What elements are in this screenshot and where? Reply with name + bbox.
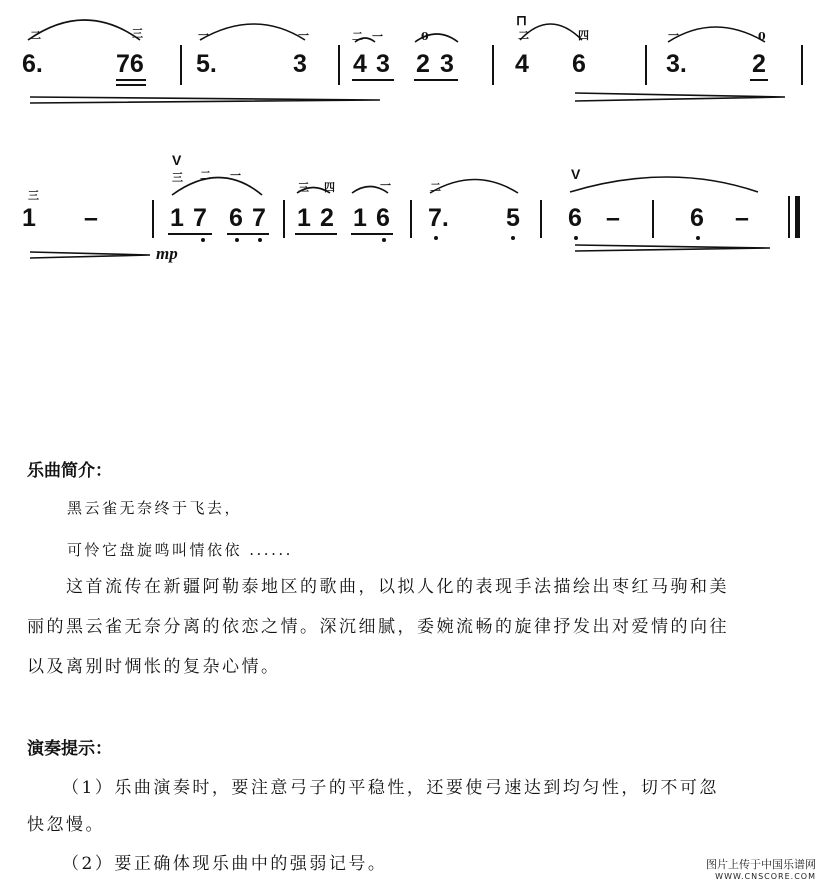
eighth-underline <box>227 233 269 235</box>
note: 7 <box>193 204 207 232</box>
intro-paragraph: 这首流传在新疆阿勒泰地区的歌曲，以拟人化的表现手法描绘出枣红马驹和美 <box>66 577 729 597</box>
fingering: 四 <box>324 181 335 194</box>
music-score <box>0 0 824 290</box>
barline <box>283 200 285 238</box>
note: 2 <box>320 204 334 232</box>
low-octave-dot <box>434 236 438 240</box>
eighth-underline <box>351 233 393 235</box>
eighth-underline <box>295 233 337 235</box>
note: – <box>735 204 749 232</box>
note: 4 <box>515 50 529 78</box>
note: 76 <box>116 50 144 78</box>
note: 6 <box>572 50 586 78</box>
watermark-line: 图片上传于中国乐谱网 <box>706 858 816 871</box>
lyric-line: 黑云雀无奈终于飞去， <box>67 499 243 517</box>
fingering: 三 <box>172 171 183 184</box>
fingering: 一 <box>298 29 309 42</box>
fingering: 四 <box>578 29 589 42</box>
note: 6 <box>376 204 390 232</box>
fingering: 一 <box>198 29 209 42</box>
note: 5 <box>506 204 520 232</box>
barline <box>180 45 182 85</box>
note: 1 <box>353 204 367 232</box>
tip-item: （2）要正确体现乐曲中的强弱记号。 <box>62 854 388 874</box>
low-octave-dot <box>201 238 205 242</box>
note: – <box>606 204 620 232</box>
eighth-underline <box>168 233 212 235</box>
note: 7. <box>428 204 449 232</box>
eighth-underline <box>352 79 394 81</box>
low-octave-dot <box>511 236 515 240</box>
fingering: 二 <box>518 29 529 42</box>
down-bow-mark: ⊓ <box>516 12 527 28</box>
note: 3 <box>376 50 390 78</box>
watermark <box>706 856 816 881</box>
barline <box>645 45 647 85</box>
intro-paragraph: 以及离别时惆怅的复杂心情。 <box>27 657 281 677</box>
lyric-line: 可怜它盘旋鸣叫情依依 ...... <box>67 541 293 559</box>
sixteenth-underline <box>116 84 146 86</box>
eighth-underline <box>116 79 146 81</box>
eighth-underline <box>414 79 458 81</box>
barline <box>492 45 494 85</box>
fingering: 三 <box>132 27 143 40</box>
note: 1 <box>22 204 36 232</box>
slur-marks <box>0 0 824 290</box>
tip-item: （1）乐曲演奏时，要注意弓子的平稳性，还要使弓速达到均匀性，切不可忽 <box>62 778 719 798</box>
barline <box>152 200 154 238</box>
intro-paragraph: 丽的黑云雀无奈分离的依恋之情。深沉细腻，委婉流畅的旋律抒发出对爱情的向往 <box>27 617 729 637</box>
fingering: 一 <box>230 169 241 182</box>
fingering: 二 <box>430 181 441 194</box>
barline <box>801 45 803 85</box>
low-octave-dot <box>696 236 700 240</box>
note: 1 <box>297 204 311 232</box>
fingering: 二 <box>200 169 211 182</box>
fingering: 一 <box>380 179 391 192</box>
note: 5. <box>196 50 217 78</box>
fingering: 一 <box>668 29 679 42</box>
note: 6 <box>568 204 582 232</box>
barline <box>540 200 542 238</box>
note: 7 <box>252 204 266 232</box>
note: 3. <box>666 50 687 78</box>
note: 6 <box>690 204 704 232</box>
up-bow-mark: V <box>571 166 581 182</box>
barline <box>410 200 412 238</box>
barline <box>338 45 340 85</box>
fingering: 二 <box>352 30 363 43</box>
note: 6. <box>22 50 43 78</box>
low-octave-dot <box>235 238 239 242</box>
note: 2 <box>752 50 766 78</box>
tip-item: 快忽慢。 <box>27 815 105 835</box>
note: 3 <box>293 50 307 78</box>
fingering: 一 <box>372 30 383 43</box>
dynamic-marking: mp <box>156 244 178 263</box>
fingering: 0 <box>758 30 766 43</box>
tips-heading: 演奏提示： <box>27 739 112 759</box>
note: 4 <box>353 50 367 78</box>
fingering: 二 <box>30 29 41 42</box>
fingering: 三 <box>298 181 309 194</box>
note: 1 <box>170 204 184 232</box>
low-octave-dot <box>382 238 386 242</box>
intro-heading: 乐曲简介： <box>27 461 112 481</box>
final-barline-thin <box>788 196 790 238</box>
barline <box>652 200 654 238</box>
fingering: 三 <box>28 189 39 202</box>
eighth-underline <box>750 79 768 81</box>
low-octave-dot <box>258 238 262 242</box>
note: – <box>84 204 98 232</box>
note: 6 <box>229 204 243 232</box>
final-barline-thick <box>795 196 800 238</box>
note: 3 <box>440 50 454 78</box>
note: 2 <box>416 50 430 78</box>
watermark-url: WWW.CNSCORE.COM <box>715 872 816 881</box>
low-octave-dot <box>574 236 578 240</box>
up-bow-mark: V <box>172 152 182 168</box>
fingering: 0 <box>421 30 429 43</box>
